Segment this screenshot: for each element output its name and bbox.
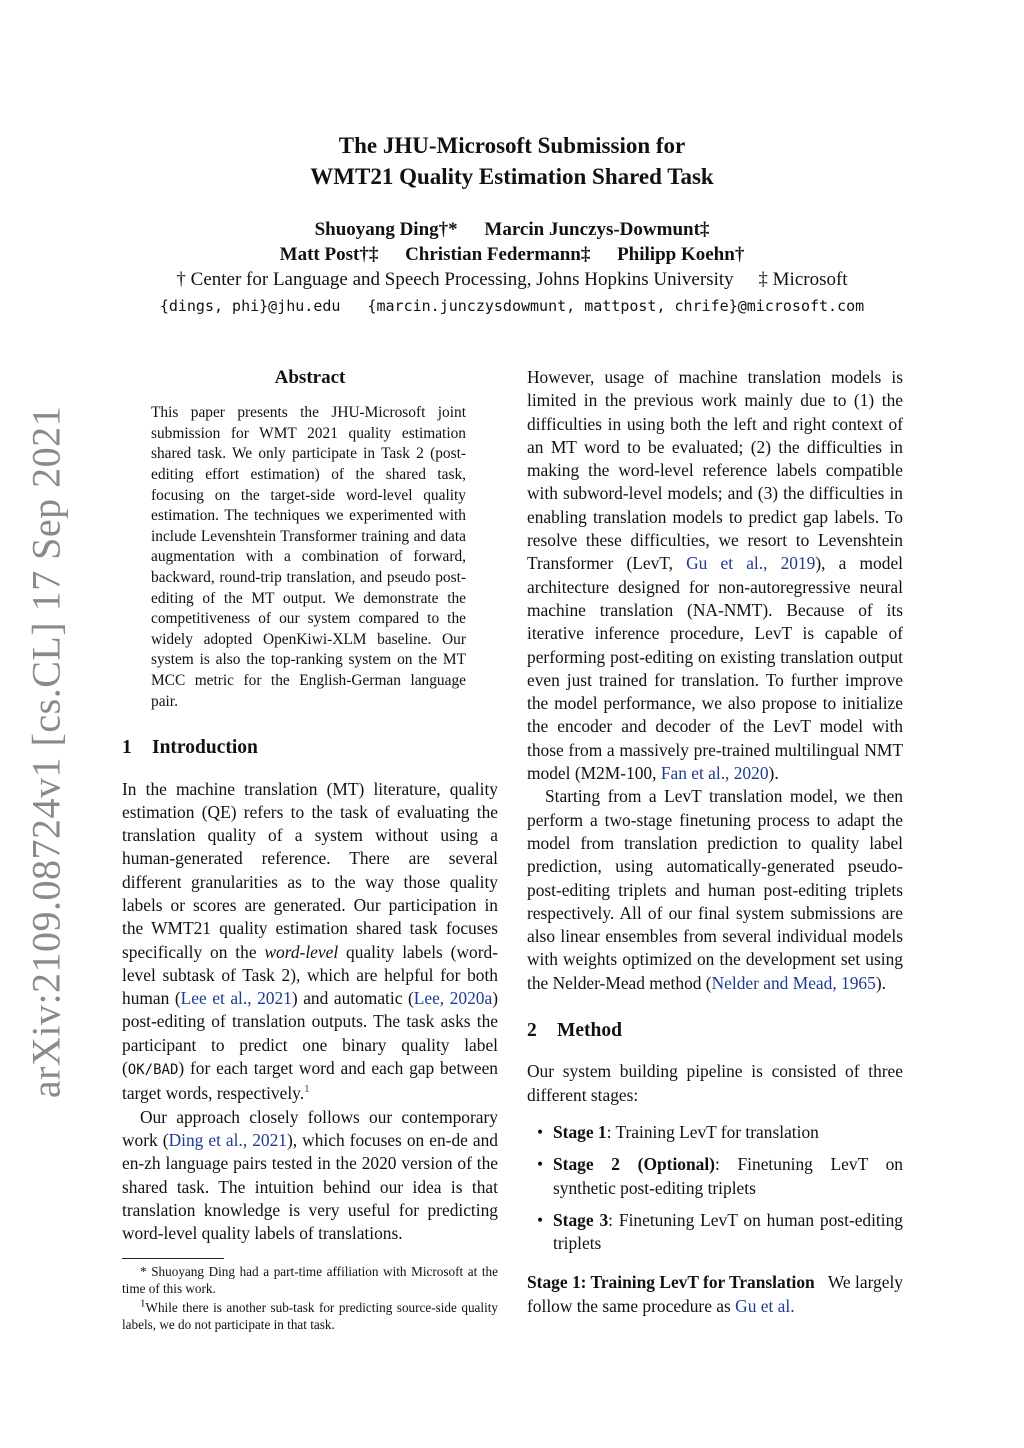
citation-link[interactable]: Gu et al.: [735, 1295, 795, 1316]
title-line-1: The JHU-Microsoft Submission for: [338, 133, 686, 158]
stage1-paragraph: [527, 1271, 903, 1318]
author-row-2: [0, 242, 1024, 267]
paragraph-run-in-heading: Stage 1: Training LevT for Translation: [527, 1272, 815, 1293]
text-run: Our approach closely follows our contemporary work (: [122, 1106, 498, 1150]
stage-label: Stage 1: [553, 1121, 607, 1142]
author-name: Marcin Junczys-Dowmunt‡: [484, 219, 710, 240]
footnote-divider: [122, 1258, 224, 1259]
email-microsoft[interactable]: {marcin.junczysdowmunt, mattpost, chrife}@microsoft.com: [367, 297, 865, 315]
author-name: Shuoyang Ding†*: [314, 219, 458, 240]
code-label: OK/BAD: [127, 1062, 179, 1079]
text-run: However, usage of machine translation models is limited in the previous work mainly due to (1) the difficulties in using both the left and right context of an MT word to be evaluated; (2) the difficulties in making the word-level reference labels compatible with subword-level models; and (3) the difficulties in enabling translation models to predict gap labels. To resolve these difficulties, we resort to Levenshtein Transformer (LevT,: [527, 367, 903, 574]
section-title: Introduction: [152, 737, 258, 759]
right-paragraph-2: [527, 785, 903, 995]
bullet-icon: •: [537, 1121, 544, 1142]
text-run: In the machine translation (MT) literature, quality estimation (QE) refers to the task of evaluating the translation quality of a system without using a human-generated reference. There are several different granularities as to the way those quality labels or scores are generated. Our participation in the WMT21 quality estimation shared task focuses specifically on the: [122, 778, 498, 962]
footnotes: [122, 1258, 498, 1335]
text-run: quality labels (word-level subtask of Task 2), which are helpful for both human (: [122, 941, 498, 1009]
left-column: [122, 366, 498, 1245]
text-run: ).: [768, 763, 779, 784]
stage-label: Stage 3: [553, 1209, 609, 1230]
title-line-2: WMT21 Quality Estimation Shared Task: [310, 164, 714, 189]
footnote-number: 1: [140, 1297, 146, 1310]
text-run: ) post-editing of translation outputs. The task asks the participant to predict one binary quality label (: [122, 988, 498, 1079]
method-paragraph: Our system building pipeline is consisted of three different stages:: [527, 1061, 903, 1105]
citation-link[interactable]: Fan et al., 2020: [660, 763, 769, 784]
footnote-1: [122, 1299, 498, 1333]
right-paragraph-1: [527, 366, 903, 785]
text-run: We largely follow the same procedure as: [527, 1272, 903, 1316]
citation-link[interactable]: Gu et al., 2019: [686, 553, 816, 574]
intro-paragraph-1: [122, 778, 498, 1106]
citation-link[interactable]: Lee et al., 2021: [180, 988, 292, 1009]
author-block: [0, 217, 1024, 319]
paper-title: [0, 130, 1024, 192]
section-title: Method: [557, 1020, 622, 1042]
stage-text: : Training LevT for translation: [606, 1121, 819, 1142]
bullet-icon: •: [537, 1209, 544, 1230]
intro-paragraph-2: [122, 1106, 498, 1246]
text-run: ).: [875, 972, 886, 993]
section-heading-introduction: [122, 736, 498, 759]
affiliation-row: [0, 267, 1024, 292]
author-row-1: [0, 217, 1024, 242]
arxiv-identifier-stamp: arXiv:2109.08724v1 [cs.CL] 17 Sep 2021: [23, 405, 69, 1099]
citation-link[interactable]: Ding et al., 2021: [168, 1129, 287, 1150]
section-number: 2: [527, 1020, 537, 1042]
list-item: [527, 1121, 903, 1144]
emphasis-word-level: word-level: [264, 941, 339, 962]
author-name: Philipp Koehn†: [617, 244, 745, 265]
section-number: 1: [122, 737, 132, 759]
text-run: ) for each target word and each gap between target words, respectively.: [122, 1058, 498, 1104]
affiliation-microsoft: ‡ Microsoft: [758, 269, 848, 290]
affiliation-jhu: † Center for Language and Speech Processing, Johns Hopkins University: [176, 269, 734, 290]
right-column: [527, 366, 903, 1318]
email-row: [0, 294, 1024, 319]
text-run: Starting from a LevT translation model, we then perform a two-stage finetuning process to adapt the model from translation prediction to quality label prediction, using automatically-generated pseudo-post-editing triplets and human post-editing triplets respectively. All of our final system submissions are also linear ensembles from several individual models with weights optimized on the development set using the Nelder-Mead method (: [527, 786, 903, 993]
text-run: ), a model architecture designed for non-autoregressive neural machine translation (NA-NMT). Because of its iterative inference procedure, LevT is capable of performing post-editing on existing translation output even just trained for translation. To further improve the model performance, we also propose to initialize the encoder and decoder of the LevT model with those from a massively pre-trained multilingual NMT model (M2M-100,: [527, 553, 903, 784]
author-name: Christian Federmann‡: [405, 244, 591, 265]
citation-link[interactable]: Lee, 2020a: [413, 988, 493, 1009]
email-jhu[interactable]: {dings, phi}@jhu.edu: [159, 297, 341, 315]
stage-list: [527, 1121, 903, 1255]
footnote-marker[interactable]: 1: [304, 1083, 310, 1096]
section-heading-method: [527, 1019, 903, 1042]
citation-link[interactable]: Nelder and Mead, 1965: [711, 972, 876, 993]
abstract-heading: Abstract: [274, 367, 346, 388]
list-item: [527, 1209, 903, 1256]
list-item: [527, 1153, 903, 1200]
stage-label: Stage 2 (Optional): [553, 1154, 715, 1175]
bullet-icon: •: [537, 1154, 544, 1175]
footnote-star: * Shuoyang Ding had a part-time affiliation with Microsoft at the time of this work.: [122, 1264, 498, 1296]
footnote-text: While there is another sub-task for predicting source-side quality labels, we do not participate in that task.: [122, 1300, 498, 1332]
stage-text: : Finetuning LevT on synthetic post-editing triplets: [553, 1154, 903, 1198]
abstract-text: This paper presents the JHU-Microsoft joint submission for WMT 2021 quality estimation shared task. We only participate in Task 2 (post-editing effort estimation) of the shared task, focusing on the target-side word-level quality estimation. The techniques we experimented with include Levenshtein Transformer training and data augmentation with a combination of forward, backward, round-trip translation, and pseudo post-editing of the MT output. We demonstrate the competitiveness of our system compared to the widely adopted OpenKiwi-XLM baseline. Our system is also the top-ranking system on the MT MCC metric for the English-German language pair.: [151, 404, 466, 710]
stage-text: : Finetuning LevT on human post-editing triplets: [553, 1209, 903, 1254]
author-name: Matt Post†‡: [279, 244, 379, 265]
text-run: ), which focuses on en-de and en-zh language pairs tested in the 2020 version of the shared task. The intuition behind our idea is that translation knowledge is very useful for predicting word-level quality labels of translations.: [122, 1129, 498, 1244]
text-run: ) and automatic (: [291, 988, 414, 1009]
